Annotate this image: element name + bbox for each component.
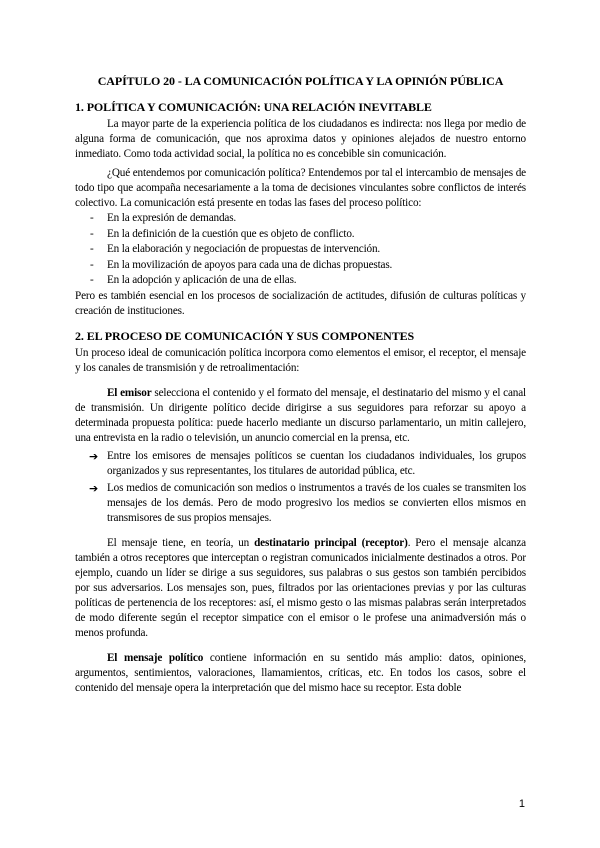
emisor-paragraph: El emisor selecciona el contenido y el formato del mensaje, el destinatario del mismo y el canal de transmisión. Un dirigente político decide dirigirse a sus seguidores para reforzar su apoyo a determinada propuesta política: puede hacerlo mediante un discurso parlamentario, un mitin callejero, una entrevista en la radio o televisión, un anuncio comercial en la prensa, etc. [75, 386, 526, 444]
page-content [75, 74, 526, 696]
section-1-paragraph-1: La mayor parte de la experiencia política de los ciudadanos es indirecta: nos llega por medio de alguna forma de comunicación, que nos aproxima datos y opiniones alejados de nuestro entorno inmediato. Como toda actividad social, la política no es concebible sin comunicación. [75, 118, 526, 160]
emisor-arrow-list [75, 449, 526, 526]
section-2-intro: Un proceso ideal de comunicación política incorpora como elementos el emisor, el receptor, el mensaje y los canales de transmisión y de retroalimentación: [75, 346, 526, 374]
page-number: 1 [518, 798, 525, 810]
mensaje-paragraph: El mensaje tiene, en teoría, un destinatario principal (receptor). Pero el mensaje alcanza también a otros receptores que interceptan o registran comunicados inicialmente destinados a otros. Por ejemplo, cuando un líder se dirige a sus seguidores, sus palabras o sus gestos son también percibidos por sus adversarios. Los mensajes son, pues, filtrados por las orientaciones previas y por las culturas políticas de pertenencia de los receptores: así, el mismo gesto o las mismas palabras serán interpretados de modo diferente según el receptor simpatice con el emisor o le profese una animadversión más o menos profunda. [75, 536, 526, 639]
section-1-heading: 1. POLÍTICA Y COMUNICACIÓN: UNA RELACIÓN INEVITABLE [75, 100, 432, 114]
process-phases-list [75, 211, 526, 289]
dash-bullet: - [90, 227, 94, 240]
list-item: - En la definición de la cuestión que es objeto de conflicto. [75, 227, 526, 243]
chapter-title: CAPÍTULO 20 - LA COMUNICACIÓN POLÍTICA Y LA OPINIÓN PÚBLICA [97, 74, 504, 88]
list-item: - En la expresión de demandas. [75, 211, 526, 227]
list-item: - En la elaboración y negociación de propuestas de intervención. [75, 242, 526, 258]
section-2-heading: 2. EL PROCESO DE COMUNICACIÓN Y SUS COMPONENTES [75, 328, 415, 343]
mensaje-politico-paragraph: El mensaje político contiene información en su sentido más amplio: datos, opiniones, argumentos, sentimientos, valoraciones, llamamientos, críticas, etc. En todos los casos, sobre el contenido del mensaje opera la interpretación que del mismo hace su receptor. Esta doble [75, 651, 526, 694]
arrow-bullet-icon: ➔ [89, 449, 99, 463]
section-1-paragraph-3: Pero es también esencial en los procesos de socialización de actitudes, difusión de culturas políticas y creación de instituciones. [75, 289, 526, 317]
section-1-paragraph-2: ¿Qué entendemos por comunicación política? Entendemos por tal el intercambio de mensajes de todo tipo que acompaña necesariamente a la toma de decisiones vinculantes sobre conflictos de interés colectivo. La comunicación está presente en todas las fases del proceso político: [75, 167, 526, 209]
list-item: - En la movilización de apoyos para cada una de dichas propuestas. [75, 258, 526, 274]
dash-bullet: - [90, 212, 94, 224]
arrow-bullet-icon: ➔ [89, 481, 99, 495]
list-item: ➔ Los medios de comunicación son medios o instrumentos a través de los cuales se transmiten los mensajes de los demás. Pero de modo progresivo los medios se convierten ellos mismos en transmisores de sus propios mensajes. [89, 481, 526, 524]
dash-bullet: - [90, 274, 94, 286]
list-item: - En la adopción y aplicación de una de ellas. [75, 273, 526, 289]
dash-bullet: - [90, 258, 94, 271]
emisor-term: El emisor [107, 386, 152, 399]
dash-bullet: - [90, 243, 94, 255]
mensaje-politico-term: El mensaje político [107, 651, 204, 664]
receptor-term: destinatario principal (receptor) [254, 536, 408, 549]
list-item: ➔ Entre los emisores de mensajes políticos se cuentan los ciudadanos individuales, los grupos organizados y sus representantes, los titulares de autoridad pública, etc. [89, 449, 526, 477]
